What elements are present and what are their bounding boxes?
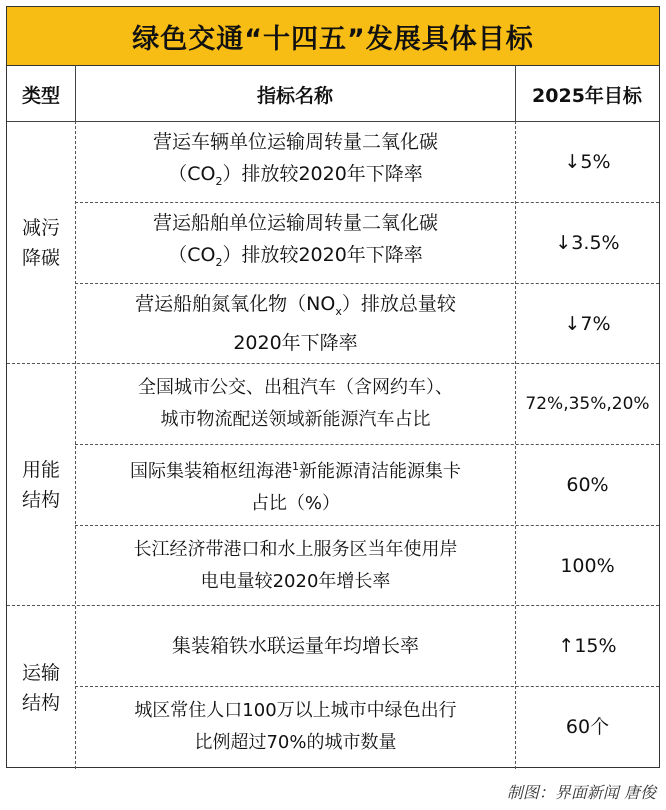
credit-line: 制图：界面新闻 唐俊 <box>506 783 656 802</box>
indicator-line: 2020年下降率 <box>233 332 358 355</box>
indicator-line: 营运船舶单位运输周转量二氧化碳 <box>152 212 438 235</box>
indicator-cell <box>76 364 515 444</box>
category-line: 运输 <box>21 661 60 684</box>
target-cell: 60个 <box>565 716 610 738</box>
indicator-cell <box>76 445 515 525</box>
indicator-cell <box>76 687 515 767</box>
indicator-line <box>135 288 456 328</box>
target-cell: ↓3.5% <box>555 232 620 254</box>
target-cell: 72%,35%,20% <box>525 394 650 414</box>
indicator-line <box>168 239 423 279</box>
subscript: 2 <box>215 255 223 269</box>
indicator-line: 城市物流配送领域新能源汽车占比 <box>160 409 431 430</box>
table-frame <box>6 6 660 768</box>
indicator-line: 电电量较2020年增长率 <box>200 570 391 592</box>
indicator-line: 全国城市公交、出租汽车（含网约车）、 <box>138 377 453 398</box>
text-part: 国际集装箱枢纽海港 <box>130 460 292 482</box>
text-part: （CO <box>168 163 216 186</box>
header-type: 类型 <box>21 84 60 107</box>
category-line: 减污 <box>21 216 60 239</box>
category-cell <box>7 606 75 769</box>
text-part: ）排放较2020年下降率 <box>222 163 423 186</box>
target-cell: ↑15% <box>558 635 617 657</box>
subscript: 2 <box>215 174 223 188</box>
target-cell: 100% <box>560 554 615 577</box>
indicator-line <box>130 451 461 488</box>
header-indicator: 指标名称 <box>256 84 333 107</box>
category-line: 降碳 <box>21 246 60 269</box>
target-cell: ↓5% <box>564 151 611 173</box>
category-cell <box>7 122 75 363</box>
table-title: 绿色交通“十四五”发展具体目标 <box>7 7 659 66</box>
category-line: 结构 <box>21 488 60 511</box>
indicator-line: 比例超过70%的城市数量 <box>194 732 397 753</box>
category-line: 结构 <box>21 691 60 714</box>
indicator-line: 长江经济带港口和水上服务区当年使用岸 <box>133 538 458 560</box>
indicator-cell <box>76 284 515 363</box>
text-part: ）排放较2020年下降率 <box>222 244 423 267</box>
indicator-cell <box>76 526 515 605</box>
category-cell <box>7 364 75 605</box>
indicator-line <box>168 158 423 198</box>
footnote-marker: 1 <box>292 459 299 473</box>
target-cell: ↓7% <box>564 312 611 335</box>
text-part: 新能源清洁能源集卡 <box>299 460 461 482</box>
header-col-line <box>515 65 516 121</box>
indicator-line: 营运车辆单位运输周转量二氧化碳 <box>152 131 438 154</box>
text-part: 营运船舶氮氧化物（NO <box>135 292 336 315</box>
indicator-cell <box>76 606 515 686</box>
indicator-line: 占比（%） <box>250 492 341 514</box>
text-part: （CO <box>168 244 216 267</box>
header-target: 2025年目标 <box>532 84 642 107</box>
indicator-cell <box>76 203 515 283</box>
header-col-line <box>75 65 76 121</box>
indicator-line: 集装箱铁水联运量年均增长率 <box>171 635 419 657</box>
indicator-line: 城区常住人口100万以上城市中绿色出行 <box>134 700 457 721</box>
indicator-cell <box>76 122 515 202</box>
target-cell: 60% <box>566 474 609 496</box>
subscript: x <box>335 304 342 318</box>
category-line: 用能 <box>21 458 60 481</box>
text-part: ）排放总量较 <box>341 292 456 315</box>
